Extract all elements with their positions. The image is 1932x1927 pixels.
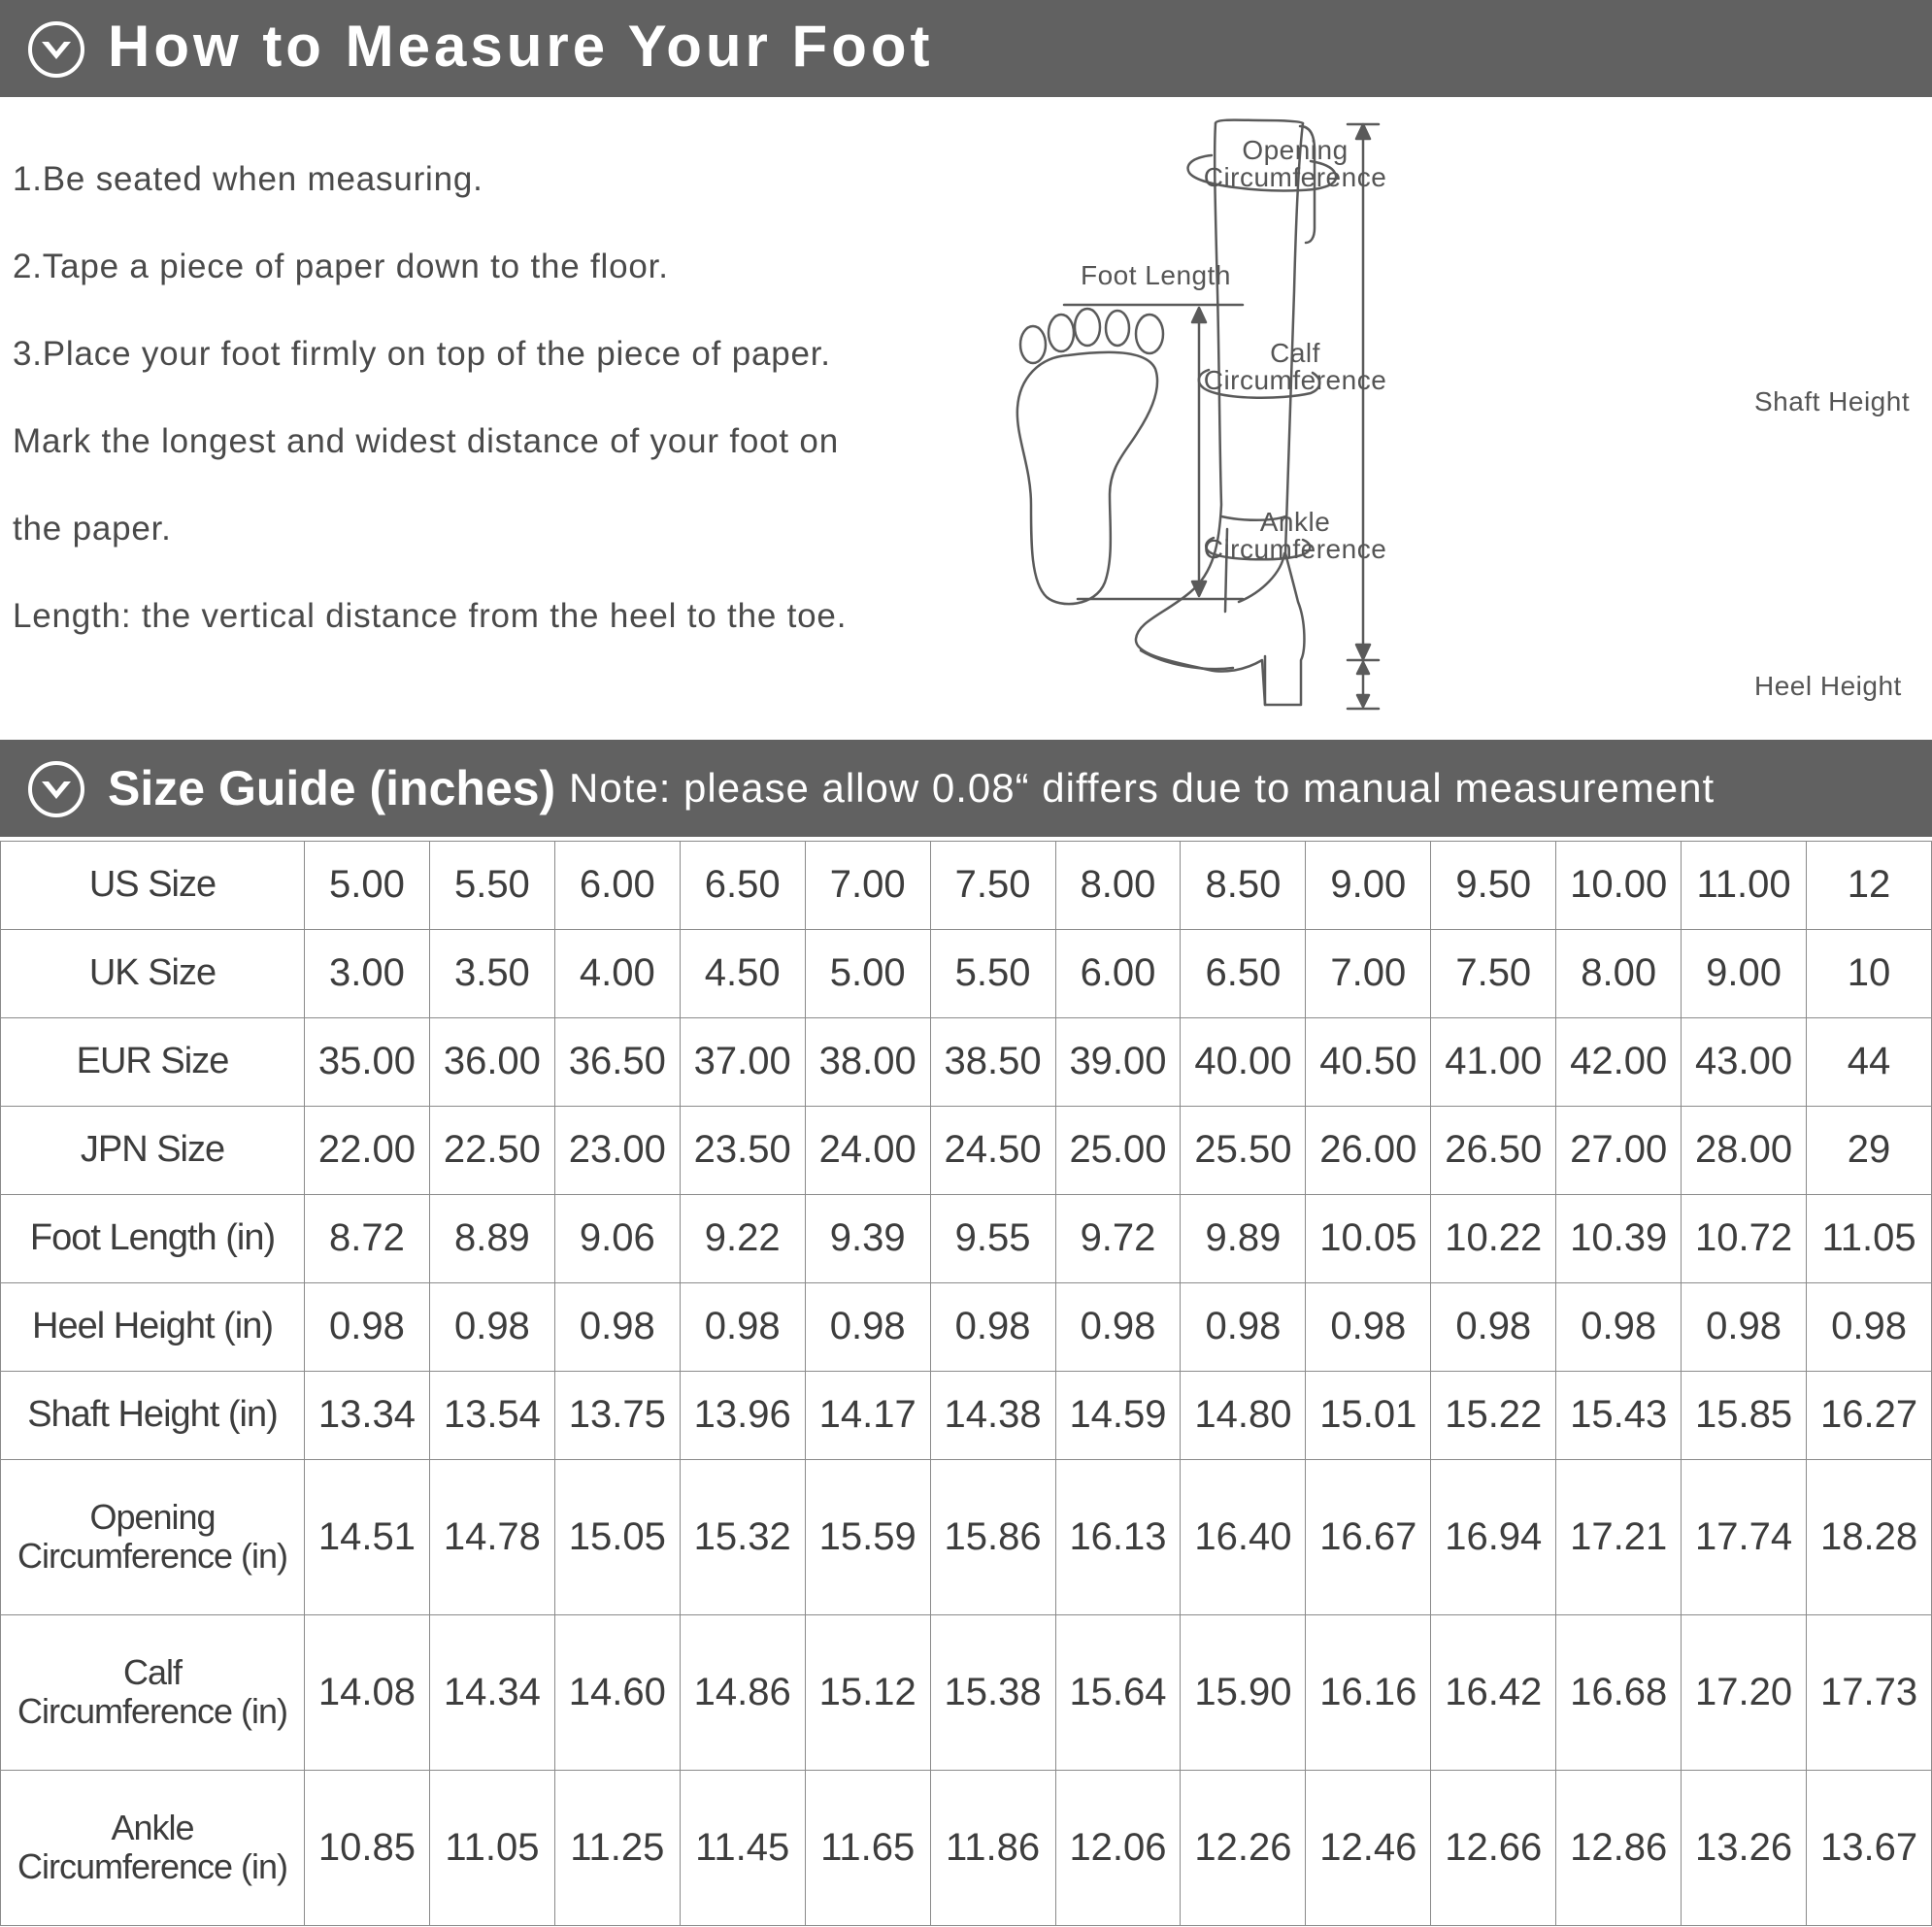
table-cell: 14.38: [930, 1371, 1055, 1459]
table-cell: 39.00: [1055, 1017, 1181, 1106]
table-cell: 9.89: [1181, 1194, 1306, 1282]
table-cell: 14.51: [305, 1459, 430, 1614]
table-cell: 0.98: [1055, 1282, 1181, 1371]
opening-label-line1: Opening: [1242, 135, 1349, 165]
table-cell: 38.00: [805, 1017, 930, 1106]
table-cell: 13.26: [1682, 1770, 1807, 1925]
instruction-step-5: the paper.: [13, 510, 172, 548]
table-cell: 5.50: [930, 929, 1055, 1017]
foot-outline: [1017, 309, 1163, 604]
table-row: [1, 1614, 1932, 1770]
instruction-step-3: 3.Place your foot firmly on top of the piece of paper.: [13, 335, 831, 373]
table-cell: 12.26: [1181, 1770, 1306, 1925]
table-cell: 42.00: [1556, 1017, 1682, 1106]
table-cell: 14.34: [429, 1614, 554, 1770]
table-cell: 10: [1807, 929, 1932, 1017]
row-header: [1, 1459, 305, 1614]
table-cell: 6.50: [1181, 929, 1306, 1017]
instruction-step-2: 2.Tape a piece of paper down to the floor.: [13, 248, 669, 285]
table-cell: 0.98: [1807, 1282, 1932, 1371]
table-cell: 10.05: [1306, 1194, 1431, 1282]
table-cell: 8.00: [1055, 842, 1181, 930]
table-cell: 36.50: [554, 1017, 680, 1106]
table-cell: 7.00: [1306, 929, 1431, 1017]
table-cell: 17.21: [1556, 1459, 1682, 1614]
table-cell: 15.01: [1306, 1371, 1431, 1459]
table-cell: 9.39: [805, 1194, 930, 1282]
table-cell: 8.72: [305, 1194, 430, 1282]
instruction-step-4: Mark the longest and widest distance of your foot on: [13, 422, 839, 460]
table-cell: 22.00: [305, 1106, 430, 1194]
row-header: [1, 1770, 305, 1925]
table-cell: 3.50: [429, 929, 554, 1017]
table-cell: 15.38: [930, 1614, 1055, 1770]
shaft-height-label: Shaft Height: [1754, 386, 1911, 416]
table-row: [1, 1106, 1932, 1194]
measurement-diagram: [971, 97, 1932, 738]
table-cell: 13.75: [554, 1371, 680, 1459]
table-cell: 7.50: [1431, 929, 1556, 1017]
size-guide-header: [0, 740, 1932, 837]
table-cell: 13.67: [1807, 1770, 1932, 1925]
table-cell: 40.50: [1306, 1017, 1431, 1106]
instruction-step-1: 1.Be seated when measuring.: [13, 160, 483, 198]
chevron-down-circle-icon: [26, 759, 86, 819]
table-cell: 17.74: [1682, 1459, 1807, 1614]
table-cell: 4.50: [680, 929, 805, 1017]
table-cell: 15.32: [680, 1459, 805, 1614]
table-cell: 7.50: [930, 842, 1055, 930]
table-cell: 15.59: [805, 1459, 930, 1614]
table-cell: 14.60: [554, 1614, 680, 1770]
table-cell: 9.00: [1306, 842, 1431, 930]
table-cell: 11.05: [1807, 1194, 1932, 1282]
table-cell: 5.00: [305, 842, 430, 930]
table-cell: 0.98: [554, 1282, 680, 1371]
table-row: [1, 1194, 1932, 1282]
row-header-line1: Ankle: [111, 1808, 194, 1848]
table-cell: 16.13: [1055, 1459, 1181, 1614]
table-cell: 12.46: [1306, 1770, 1431, 1925]
foot-and-boot-illustration: [971, 97, 1932, 738]
table-cell: 3.00: [305, 929, 430, 1017]
table-cell: 23.50: [680, 1106, 805, 1194]
row-header: [1, 1614, 305, 1770]
table-cell: 40.00: [1181, 1017, 1306, 1106]
table-cell: 0.98: [805, 1282, 930, 1371]
table-cell: 36.00: [429, 1017, 554, 1106]
ankle-label-line2: Circumference: [1203, 534, 1387, 564]
table-cell: 16.42: [1431, 1614, 1556, 1770]
table-row: [1, 1459, 1932, 1614]
table-cell: 13.96: [680, 1371, 805, 1459]
chevron-down-circle-icon: [26, 19, 86, 80]
row-header-line2: Circumference (in): [17, 1691, 288, 1732]
table-cell: 11.05: [429, 1770, 554, 1925]
table-cell: 16.68: [1556, 1614, 1682, 1770]
table-cell: 16.16: [1306, 1614, 1431, 1770]
table-cell: 13.34: [305, 1371, 430, 1459]
table-cell: 4.00: [554, 929, 680, 1017]
table-cell: 24.00: [805, 1106, 930, 1194]
table-cell: 12: [1807, 842, 1932, 930]
table-cell: 14.08: [305, 1614, 430, 1770]
heel-height-label: Heel Height: [1754, 671, 1902, 701]
table-cell: 11.25: [554, 1770, 680, 1925]
table-cell: 17.20: [1682, 1614, 1807, 1770]
table-cell: 0.98: [1682, 1282, 1807, 1371]
table-cell: 26.00: [1306, 1106, 1431, 1194]
table-cell: 29: [1807, 1106, 1932, 1194]
table-cell: 10.85: [305, 1770, 430, 1925]
row-header-line1: Calf: [122, 1652, 183, 1693]
boot-outline: [1136, 120, 1315, 705]
row-header: Heel Height (in): [1, 1282, 305, 1371]
table-cell: 8.89: [429, 1194, 554, 1282]
table-cell: 10.22: [1431, 1194, 1556, 1282]
table-cell: 0.98: [1431, 1282, 1556, 1371]
table-row: [1, 929, 1932, 1017]
page-title: How to Measure Your Foot: [108, 14, 934, 79]
size-guide-title: Size Guide (inches): [108, 761, 556, 815]
table-cell: 28.00: [1682, 1106, 1807, 1194]
table-cell: 6.00: [554, 842, 680, 930]
table-cell: 12.86: [1556, 1770, 1682, 1925]
table-cell: 9.06: [554, 1194, 680, 1282]
foot-length-label: Foot Length: [1081, 260, 1231, 290]
table-cell: 0.98: [1556, 1282, 1682, 1371]
table-cell: 37.00: [680, 1017, 805, 1106]
row-header: Foot Length (in): [1, 1194, 305, 1282]
row-header: EUR Size: [1, 1017, 305, 1106]
table-cell: 16.40: [1181, 1459, 1306, 1614]
table-cell: 15.90: [1181, 1614, 1306, 1770]
table-cell: 17.73: [1807, 1614, 1932, 1770]
instruction-step-6: Length: the vertical distance from the heel to the toe.: [13, 597, 848, 635]
table-cell: 12.66: [1431, 1770, 1556, 1925]
table-row: [1, 1017, 1932, 1106]
table-cell: 27.00: [1556, 1106, 1682, 1194]
table-cell: 9.72: [1055, 1194, 1181, 1282]
table-cell: 16.27: [1807, 1371, 1932, 1459]
table-row: [1, 1371, 1932, 1459]
table-cell: 9.00: [1682, 929, 1807, 1017]
size-guide-note: Note: please allow 0.08“ differs due to manual measurement: [569, 765, 1715, 811]
table-cell: 15.64: [1055, 1614, 1181, 1770]
table-cell: 0.98: [429, 1282, 554, 1371]
table-cell: 10.72: [1682, 1194, 1807, 1282]
table-cell: 11.86: [930, 1770, 1055, 1925]
row-header: JPN Size: [1, 1106, 305, 1194]
table-row: [1, 1282, 1932, 1371]
table-cell: 14.17: [805, 1371, 930, 1459]
table-cell: 15.86: [930, 1459, 1055, 1614]
row-header: US Size: [1, 842, 305, 930]
table-cell: 10.00: [1556, 842, 1682, 930]
table-cell: 6.50: [680, 842, 805, 930]
row-header: Shaft Height (in): [1, 1371, 305, 1459]
table-cell: 11.65: [805, 1770, 930, 1925]
table-cell: 9.22: [680, 1194, 805, 1282]
row-header-line1: Opening: [89, 1497, 216, 1538]
table-cell: 11.00: [1682, 842, 1807, 930]
table-cell: 15.43: [1556, 1371, 1682, 1459]
table-cell: 16.67: [1306, 1459, 1431, 1614]
table-cell: 38.50: [930, 1017, 1055, 1106]
table-cell: 0.98: [305, 1282, 430, 1371]
table-cell: 0.98: [1181, 1282, 1306, 1371]
calf-label-line1: Calf: [1270, 338, 1320, 368]
table-cell: 35.00: [305, 1017, 430, 1106]
table-cell: 25.50: [1181, 1106, 1306, 1194]
table-cell: 11.45: [680, 1770, 805, 1925]
table-cell: 16.94: [1431, 1459, 1556, 1614]
table-cell: 7.00: [805, 842, 930, 930]
table-cell: 15.05: [554, 1459, 680, 1614]
table-cell: 0.98: [930, 1282, 1055, 1371]
table-cell: 12.06: [1055, 1770, 1181, 1925]
table-cell: 8.00: [1556, 929, 1682, 1017]
table-cell: 25.00: [1055, 1106, 1181, 1194]
table-cell: 15.22: [1431, 1371, 1556, 1459]
row-header-line2: Circumference (in): [17, 1536, 288, 1577]
table-cell: 26.50: [1431, 1106, 1556, 1194]
table-cell: 9.50: [1431, 842, 1556, 930]
opening-label-line2: Circumference: [1203, 162, 1387, 192]
table-cell: 14.59: [1055, 1371, 1181, 1459]
table-cell: 22.50: [429, 1106, 554, 1194]
table-cell: 5.50: [429, 842, 554, 930]
table-cell: 13.54: [429, 1371, 554, 1459]
table-cell: 24.50: [930, 1106, 1055, 1194]
table-cell: 5.00: [805, 929, 930, 1017]
table-cell: 0.98: [1306, 1282, 1431, 1371]
table-cell: 44: [1807, 1017, 1932, 1106]
size-table: [0, 841, 1932, 1926]
table-cell: 41.00: [1431, 1017, 1556, 1106]
row-header: UK Size: [1, 929, 305, 1017]
table-cell: 6.00: [1055, 929, 1181, 1017]
table-row: [1, 1770, 1932, 1925]
table-cell: 14.78: [429, 1459, 554, 1614]
table-cell: 9.55: [930, 1194, 1055, 1282]
table-cell: 10.39: [1556, 1194, 1682, 1282]
row-header-line2: Circumference (in): [17, 1846, 288, 1887]
table-cell: 0.98: [680, 1282, 805, 1371]
measure-header: [0, 0, 1932, 97]
table-cell: 43.00: [1682, 1017, 1807, 1106]
table-row: [1, 842, 1932, 930]
ankle-label-line1: Ankle: [1259, 507, 1331, 537]
table-cell: 14.80: [1181, 1371, 1306, 1459]
table-cell: 14.86: [680, 1614, 805, 1770]
table-cell: 18.28: [1807, 1459, 1932, 1614]
table-cell: 23.00: [554, 1106, 680, 1194]
table-cell: 15.85: [1682, 1371, 1807, 1459]
table-cell: 15.12: [805, 1614, 930, 1770]
calf-label-line2: Circumference: [1203, 365, 1387, 395]
table-cell: 8.50: [1181, 842, 1306, 930]
